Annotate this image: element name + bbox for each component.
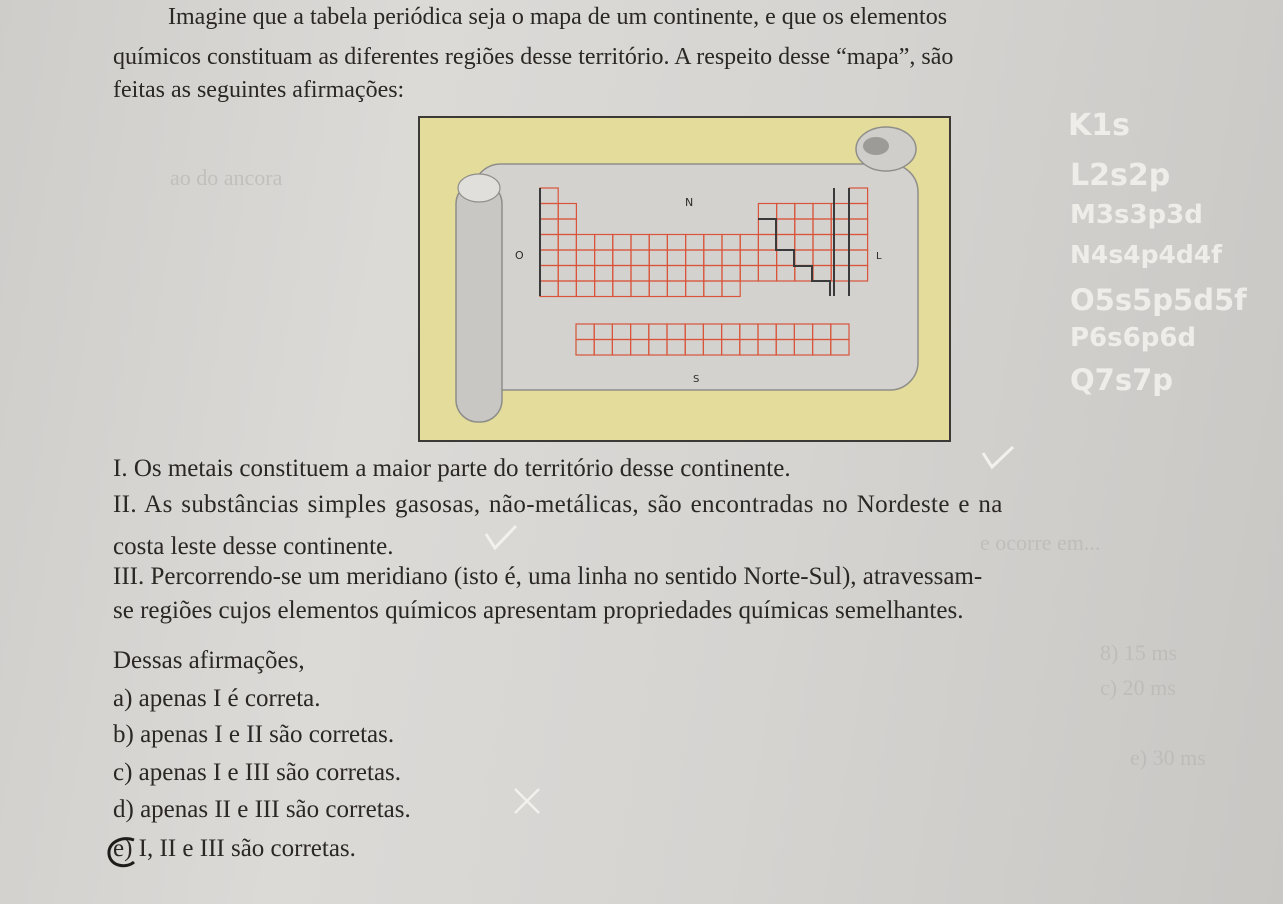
statement-2-line-1: II. As substâncias simples gasosas, não-metálicas, são encontradas no Nordeste e na	[113, 491, 1003, 518]
option-c[interactable]: c) apenas I e III são corretas.	[113, 759, 402, 786]
question-intro-line-1: Imagine que a tabela periódica seja o mapa de um continente, e que os elementos	[168, 4, 948, 30]
cross-mark-icon	[512, 786, 542, 816]
answer-prompt: Dessas afirmações,	[113, 647, 305, 674]
statement-2-line-2: costa leste desse continente.	[113, 533, 394, 560]
handwritten-note: N4s4p4d4f	[1070, 240, 1223, 269]
circled-answer-mark	[104, 836, 144, 870]
statement-3-line-1: III. Percorrendo-se um meridiano (isto é, uma linha no sentido Norte-Sul), atravessam-	[113, 563, 983, 590]
scroll-left-roll	[456, 182, 502, 422]
map-label-east: L	[876, 251, 882, 262]
statement-3-line-2: se regiões cujos elementos químicos apresentam propriedades químicas semelhantes.	[113, 597, 964, 624]
statement-1: I. Os metais constituem a maior parte do território desse continente.	[113, 455, 791, 482]
handwritten-note: Q7s7p	[1070, 363, 1174, 397]
bleed-through-text: ao do ancora	[170, 165, 283, 190]
handwritten-note: M3s3p3d	[1070, 200, 1203, 230]
bleed-through-text: c) 20 ms	[1100, 675, 1176, 700]
handwritten-note: L2s2p	[1070, 158, 1171, 193]
option-a[interactable]: a) apenas I é correta.	[113, 685, 321, 712]
handwritten-note: O5s5p5d5f	[1070, 283, 1247, 317]
bleed-through-text: e ocorre em...	[980, 530, 1101, 555]
question-intro-line-2: químicos constituam as diferentes regiões desse território. A respeito desse “mapa”, são	[113, 44, 954, 70]
handwritten-note: P6s6p6d	[1070, 323, 1197, 353]
handwritten-note: K1s	[1068, 108, 1130, 143]
bleed-through-text: 8) 15 ms	[1100, 640, 1177, 665]
periodic-table-map-figure	[418, 116, 952, 443]
map-label-north: N	[685, 196, 694, 209]
option-e[interactable]: e) I, II e III são corretas.	[113, 835, 356, 862]
map-label-west: O	[515, 249, 524, 262]
check-mark-icon	[980, 445, 1016, 471]
check-mark-icon	[483, 524, 519, 552]
map-label-south: S	[693, 374, 700, 385]
option-d[interactable]: d) apenas II e III são corretas.	[113, 796, 411, 823]
bleed-through-text: e) 30 ms	[1130, 745, 1206, 770]
option-b[interactable]: b) apenas I e II são corretas.	[113, 721, 395, 748]
question-intro-line-3: feitas as seguintes afirmações:	[113, 77, 405, 103]
